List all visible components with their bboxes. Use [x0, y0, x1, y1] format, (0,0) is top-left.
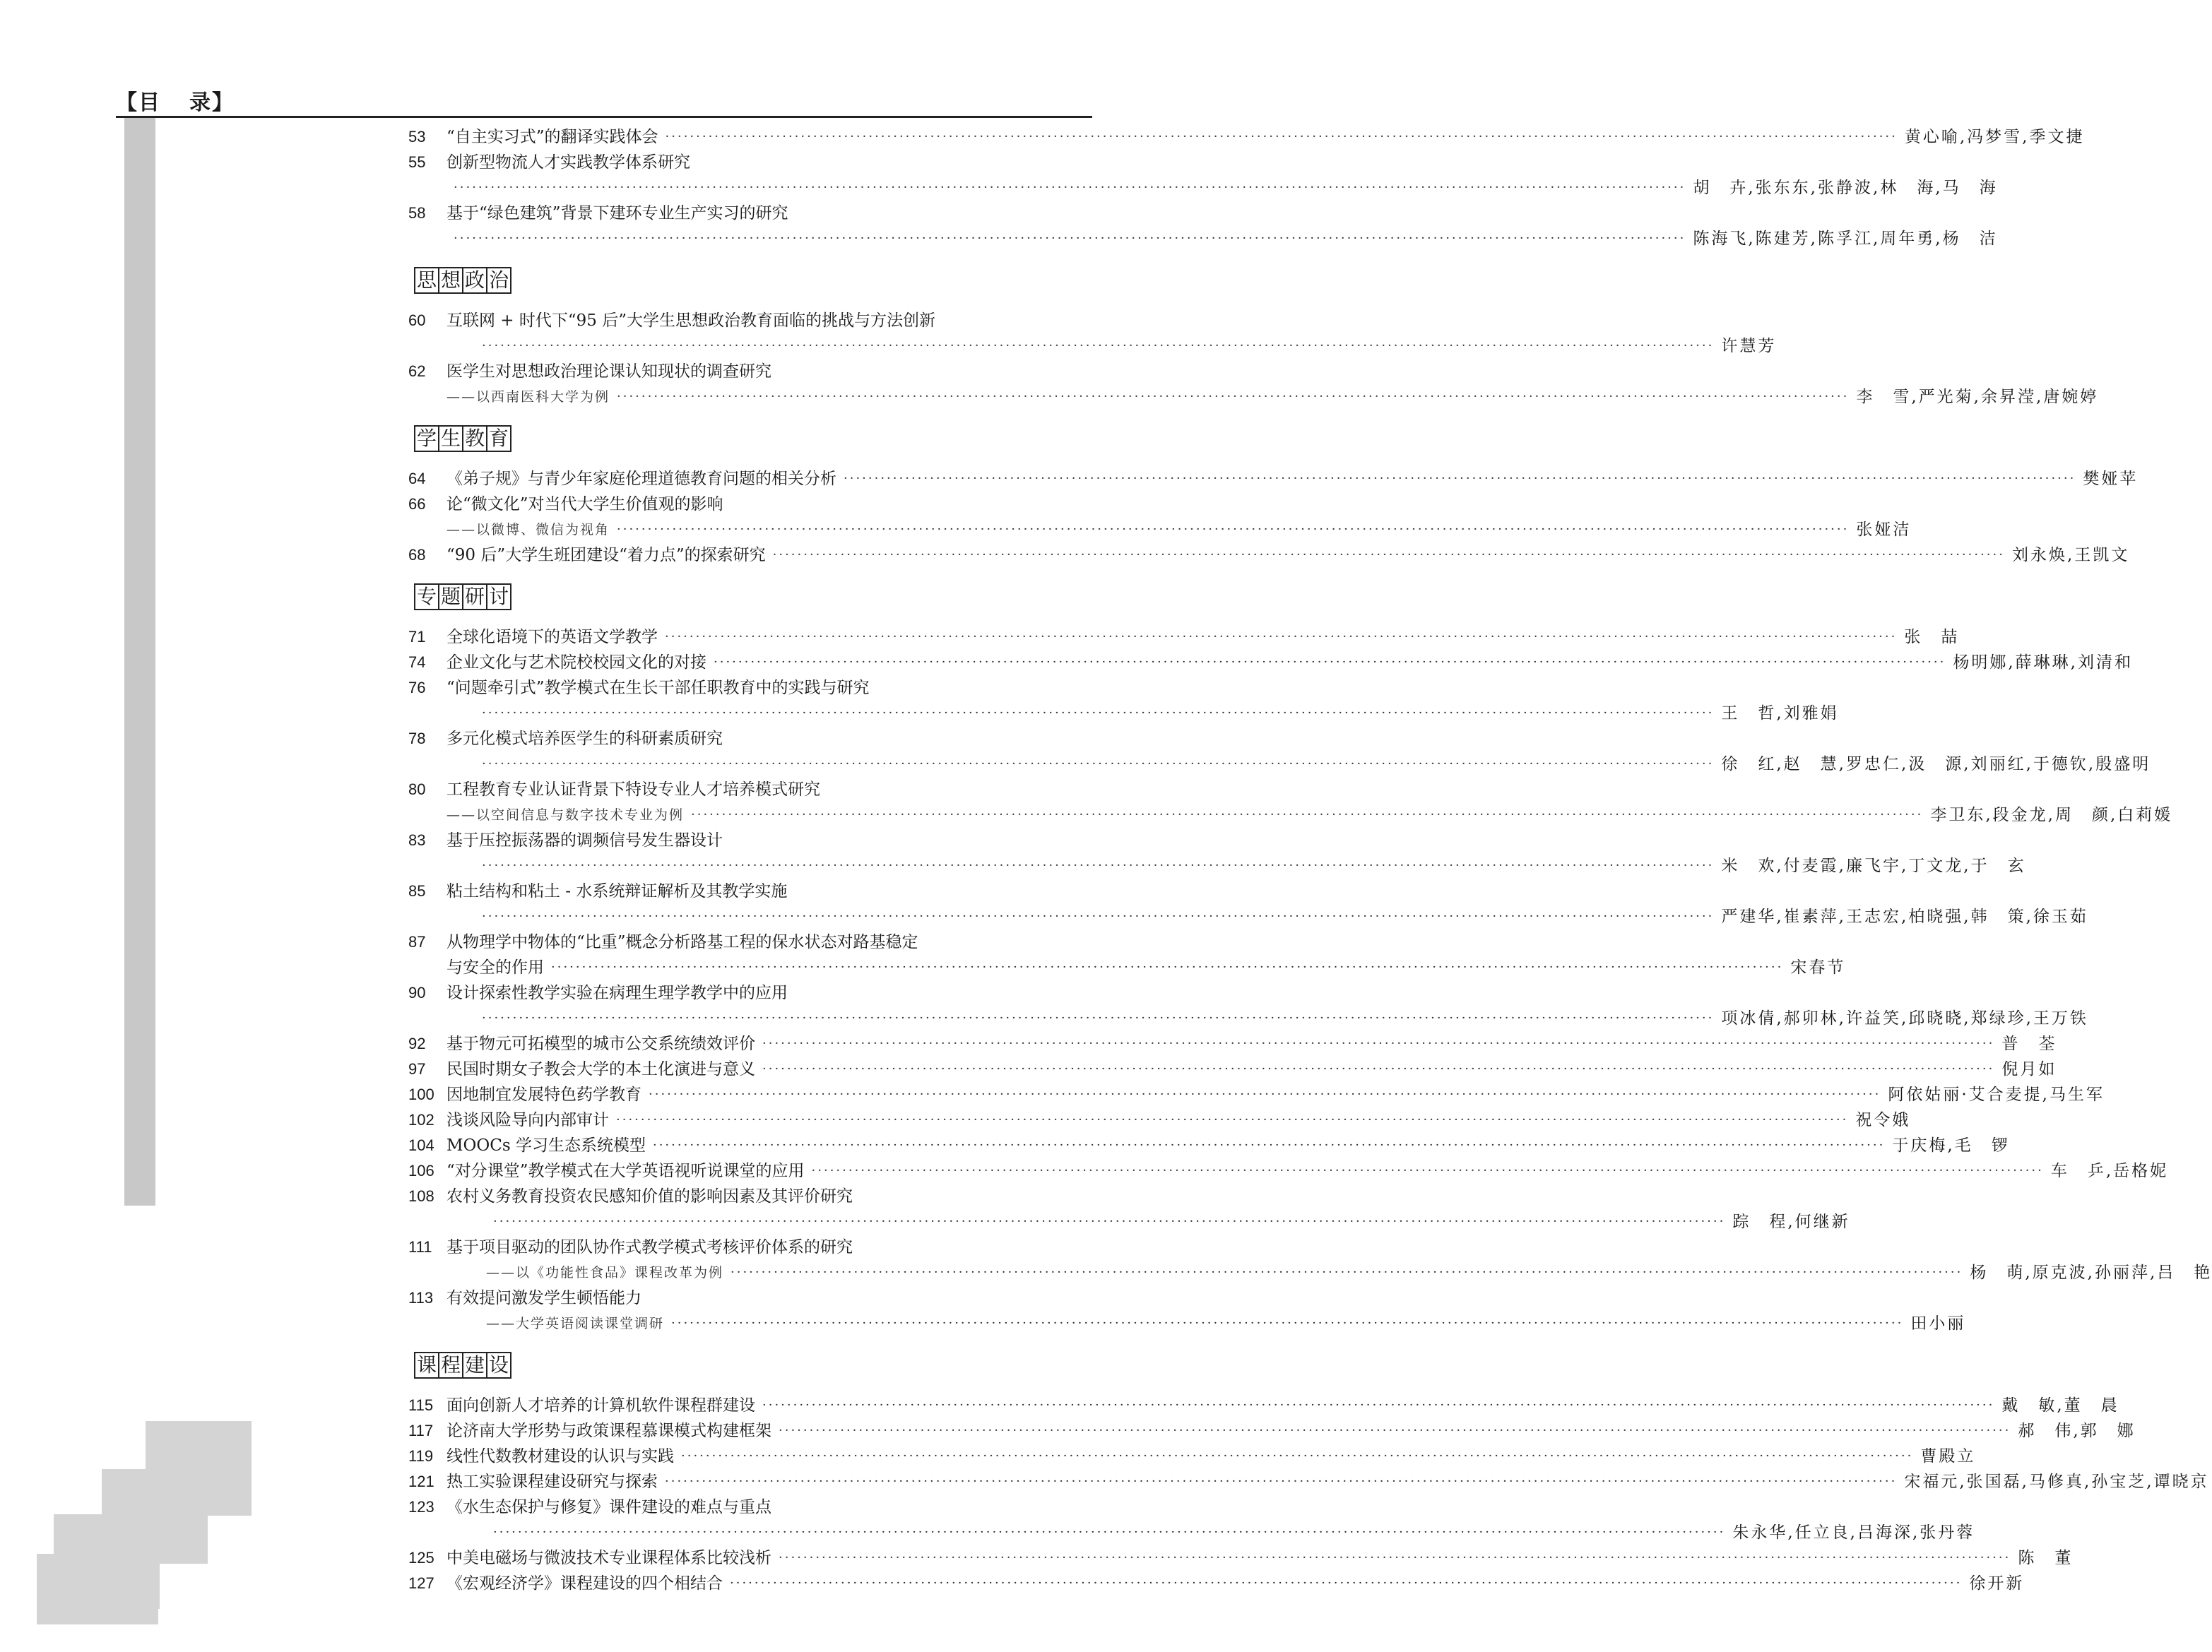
- leader-dots: ········································································································································································································: [482, 1011, 1715, 1026]
- toc-entry: [408, 1444, 1976, 1469]
- entry-authors: 樊娅苹: [2083, 470, 2139, 488]
- entry-authors: 刘永焕,王凯文: [2011, 546, 2130, 564]
- entry-title-line: [446, 150, 1092, 175]
- toc-entry-continuation: [408, 1520, 1975, 1545]
- entry-authors: 严建华,崔素萍,王志宏,柏晓强,韩 策,徐玉茹: [1721, 908, 2088, 926]
- leader-dots: ········································································································································································································: [811, 1163, 2044, 1178]
- section-heading-char: 讨: [486, 583, 511, 610]
- page-number: 111: [408, 1238, 432, 1256]
- side-bar: [124, 118, 155, 1206]
- entry-title-cont: 与安全的作用: [446, 958, 544, 977]
- toc-entry: [408, 879, 1092, 904]
- page-number: 106: [408, 1162, 434, 1179]
- entry-second-line: [486, 1311, 1966, 1336]
- section-heading-box: [414, 583, 510, 610]
- toc-entry-continuation: [408, 175, 1998, 201]
- page-number: 100: [408, 1086, 434, 1103]
- toc-entry-continuation: [408, 751, 2151, 777]
- page-number: 90: [408, 984, 426, 1002]
- page-number: 119: [408, 1447, 434, 1465]
- toc-entry-continuation: [408, 1311, 1966, 1336]
- entry-title-line: [446, 1444, 1976, 1469]
- entry-title: 因地制宜发展特色药学教育: [446, 1086, 641, 1104]
- entry-authors: 于庆梅,毛 锣: [1892, 1136, 2010, 1155]
- entry-subtitle: ——以西南医科大学为例: [446, 389, 610, 405]
- page-number: 113: [408, 1289, 434, 1307]
- leader-dots: ········································································································································································································: [779, 1423, 2011, 1438]
- entry-second-line: [475, 904, 2088, 929]
- section-heading-box: [414, 267, 510, 294]
- entry-authors: 张 喆: [1904, 628, 1960, 646]
- page-number: 76: [408, 679, 426, 696]
- section-heading-char: 思: [414, 267, 439, 294]
- toc-entry-continuation: [408, 517, 1912, 542]
- page-number: 117: [408, 1422, 434, 1439]
- page-number: 104: [408, 1136, 434, 1154]
- entry-title-line: [446, 124, 2085, 150]
- entry-second-line: [475, 333, 1777, 359]
- page-number: 87: [408, 933, 426, 951]
- entry-title: 设计探索性教学实验在病理生理学教学中的应用: [446, 984, 788, 1002]
- page-number: 108: [408, 1187, 434, 1205]
- toc-entry-continuation: [408, 955, 1846, 980]
- entry-authors: 陈 董: [2018, 1549, 2074, 1567]
- entry-title: 《弟子规》与青少年家庭伦理道德教育问题的相关分析: [446, 470, 836, 488]
- page-number: 123: [408, 1498, 434, 1516]
- toc-entry: [408, 201, 1092, 226]
- entry-authors: 宋春节: [1790, 958, 1846, 977]
- section-heading-char: 学: [414, 425, 439, 452]
- page-number: 62: [408, 362, 426, 380]
- entry-authors: 阿依姑丽·艾合麦提,马生军: [1888, 1086, 2105, 1104]
- entry-title: 热工实验课程建设研究与探索: [446, 1473, 658, 1491]
- entry-title: 创新型物流人才实践教学体系研究: [446, 153, 690, 172]
- toc-entry: [408, 828, 1092, 853]
- entry-authors: 胡 卉,张东东,张静波,林 海,马 海: [1693, 179, 1998, 197]
- entry-title-line: [446, 1107, 1911, 1133]
- entry-title-line: [446, 201, 1092, 226]
- entry-authors: 杨 萌,原克波,孙丽萍,吕 艳: [1970, 1264, 2212, 1282]
- entry-authors: 朱永华,任立良,吕海深,张丹蓉: [1732, 1523, 1975, 1542]
- entry-title-line: [446, 542, 2130, 568]
- entry-subtitle: ——以微博、微信为视角: [446, 522, 610, 537]
- entry-authors: 杨明娜,薛琳琳,刘清和: [1953, 653, 2133, 672]
- entry-title-line: [446, 1393, 2119, 1418]
- entry-title-line: [446, 929, 1092, 955]
- section-heading-box: [414, 425, 510, 452]
- entry-title: 粘土结构和粘土 - 水系统辩证解析及其教学实施: [446, 882, 788, 901]
- entry-title: 论济南大学形势与政策课程慕课模式构建框架: [446, 1422, 771, 1440]
- page-number: 53: [408, 128, 426, 145]
- entry-title: 医学生对思想政治理论课认知现状的调查研究: [446, 362, 771, 381]
- entry-title: “对分课堂”教学模式在大学英语视听说课堂的应用: [446, 1162, 805, 1180]
- entry-authors: 田小丽: [1910, 1314, 1966, 1333]
- page-number: 127: [408, 1574, 434, 1592]
- entry-title-line: [446, 1082, 2105, 1107]
- entry-title-line: [446, 466, 2139, 492]
- entry-title: “问题牵引式”教学模式在生长干部任职教育中的实践与研究: [446, 679, 870, 697]
- leader-dots: ········································································································································································································: [454, 180, 1686, 195]
- toc-entry: [408, 1494, 1092, 1520]
- page-number: 102: [408, 1111, 434, 1129]
- leader-dots: ········································································································································································································: [665, 129, 1898, 144]
- section-heading-char: 生: [438, 425, 463, 452]
- leader-dots: ········································································································································································································: [617, 389, 1850, 404]
- entry-second-line: [475, 853, 2026, 879]
- leader-dots: ········································································································································································································: [616, 1112, 1849, 1127]
- entry-subtitle: ——大学英语阅读课堂调研: [486, 1316, 665, 1331]
- entry-authors: 许慧芳: [1721, 337, 1777, 355]
- leader-dots: ········································································································································································································: [482, 756, 1715, 771]
- page-number: 121: [408, 1473, 434, 1490]
- leader-dots: ········································································································································································································: [772, 547, 2005, 562]
- entry-title-line: [446, 1031, 2057, 1057]
- entry-second-line: [446, 175, 1998, 201]
- entry-title-line: [446, 1469, 2209, 1494]
- toc-entry: [408, 1184, 1092, 1209]
- entry-authors: 项冰倩,郝卯林,许益笑,邱晓晓,郑绿珍,王万铁: [1721, 1009, 2088, 1028]
- toc-entry: [408, 650, 2133, 675]
- section-heading: [408, 568, 1092, 624]
- entry-title: 从物理学中物体的“比重”概念分析路基工程的保水状态对路基稳定: [446, 933, 918, 951]
- leader-dots: ········································································································································································································: [482, 909, 1715, 924]
- leader-dots: ········································································································································································································: [617, 522, 1850, 537]
- entry-authors: 张娅洁: [1856, 521, 1912, 539]
- entry-authors: 车 乒,岳格妮: [2050, 1162, 2169, 1180]
- leader-dots: ········································································································································································································: [493, 1214, 1726, 1229]
- entry-title: 线性代数教材建设的认识与实践: [446, 1447, 674, 1466]
- toc-entry: [408, 308, 1092, 333]
- entry-title-line: [446, 777, 1092, 802]
- leader-dots: ········································································································································································································: [671, 1316, 1904, 1331]
- toc-entry-continuation: [408, 1260, 2212, 1285]
- section-heading-char: 课: [414, 1352, 439, 1379]
- entry-title-line: [446, 980, 1092, 1006]
- entry-title: “自主实习式”的翻译实践体会: [446, 128, 658, 146]
- header-rule: [116, 116, 1092, 118]
- page-number: 74: [408, 653, 426, 671]
- section-heading-char: 育: [486, 425, 511, 452]
- entry-second-line: [446, 226, 1998, 251]
- page-number: 68: [408, 546, 426, 564]
- section-heading-char: 研: [462, 583, 487, 610]
- toc-entry: [408, 675, 1092, 701]
- entry-title-line: [446, 359, 1092, 384]
- entry-title: 浅谈风险导向内部审计: [446, 1111, 609, 1129]
- entry-second-line: [486, 1260, 2212, 1285]
- leader-dots: ········································································································································································································: [482, 338, 1715, 353]
- entry-title-line: [446, 1235, 1092, 1260]
- toc-entry: [408, 466, 2139, 492]
- entry-title-line: [446, 1545, 2074, 1571]
- toc-entry-continuation: [408, 384, 2099, 410]
- toc-entry: [408, 1158, 2169, 1184]
- toc-entry: [408, 624, 1960, 650]
- header-left: 【目: [116, 90, 161, 115]
- leader-dots: ········································································································································································································: [691, 807, 1924, 822]
- page-number: 115: [408, 1396, 434, 1414]
- entry-second-line: [446, 517, 1912, 542]
- entry-second-line: [475, 701, 1839, 726]
- leader-dots: ········································································································································································································: [493, 1525, 1726, 1540]
- entry-title-line: [446, 492, 1092, 517]
- entry-title: 互联网 + 时代下“95 后”大学生思想政治教育面临的挑战与方法创新: [446, 311, 935, 330]
- entry-authors: 倪月如: [2001, 1060, 2057, 1078]
- toc-entry: [408, 1133, 2010, 1158]
- entry-title: 工程教育专业认证背景下特设专业人才培养模式研究: [446, 780, 820, 799]
- toc-entry: [408, 777, 1092, 802]
- page-number: 92: [408, 1035, 426, 1052]
- entry-authors: 李 雪,严光菊,余昇滢,唐婉婷: [1856, 388, 2099, 406]
- page-number: 78: [408, 730, 426, 747]
- toc-entry-continuation: [408, 701, 1839, 726]
- entry-authors: 宋福元,张国磊,马修真,孙宝芝,谭晓京: [1904, 1473, 2209, 1491]
- toc-entry-continuation: [408, 904, 2088, 929]
- toc-entry: [408, 929, 1092, 955]
- leader-dots: ········································································································································································································: [681, 1449, 1914, 1463]
- section-heading-char: 政: [462, 267, 487, 294]
- entry-second-line: [446, 955, 1846, 980]
- entry-title: 论“微文化”对当代大学生价值观的影响: [446, 495, 723, 513]
- leader-dots: ········································································································································································································: [551, 960, 1784, 975]
- toc-entry: [408, 1082, 2105, 1107]
- leader-dots: ········································································································································································································: [762, 1062, 1995, 1076]
- leader-dots: ········································································································································································································: [844, 471, 2076, 486]
- entry-title-line: [446, 308, 1092, 333]
- page-number: 80: [408, 780, 426, 798]
- entry-title: 中美电磁场与微波技术专业课程体系比较浅析: [446, 1549, 771, 1567]
- entry-title-line: [446, 1285, 1092, 1311]
- entry-title-line: [446, 1133, 2010, 1158]
- entry-authors: 李卫东,段金龙,周 颜,白莉媛: [1930, 806, 2173, 824]
- section-heading-box: [414, 1352, 510, 1379]
- entry-title-line: [446, 726, 1092, 751]
- toc-entry: [408, 1235, 1092, 1260]
- toc-entry: [408, 980, 1092, 1006]
- toc-entry: [408, 1418, 2136, 1444]
- toc-entry: [408, 1545, 2074, 1571]
- entry-authors: 祝令娥: [1855, 1111, 1911, 1129]
- entry-second-line: [475, 751, 2151, 777]
- entry-title-line: [446, 1158, 2169, 1184]
- toc-entry: [408, 1393, 2119, 1418]
- entry-second-line: [486, 1209, 1850, 1235]
- page-number: 55: [408, 153, 426, 171]
- toc-entry: [408, 1031, 2057, 1057]
- table-of-contents: [408, 124, 2212, 1596]
- section-heading: [408, 410, 1092, 466]
- toc-entry-continuation: [408, 226, 1998, 251]
- leader-dots: ········································································································································································································: [762, 1398, 1995, 1413]
- toc-entry: [408, 726, 1092, 751]
- entry-subtitle: ——以空间信息与数字技术专业为例: [446, 807, 685, 823]
- toc-entry: [408, 359, 1092, 384]
- entry-title: 企业文化与艺术院校校园文化的对接: [446, 653, 706, 672]
- leader-dots: ········································································································································································································: [762, 1036, 1995, 1051]
- toc-entry-continuation: [408, 1209, 1850, 1235]
- section-heading-char: 程: [438, 1352, 463, 1379]
- entry-authors: 黄心喻,冯梦雪,季文捷: [1904, 128, 2085, 146]
- leader-dots: ········································································································································································································: [779, 1550, 2011, 1565]
- entry-title: 全球化语境下的英语文学教学: [446, 628, 658, 646]
- toc-entry: [408, 1057, 2057, 1082]
- toc-header: [116, 90, 235, 116]
- entry-authors: 陈海飞,陈建芳,陈孚江,周年勇,杨 洁: [1693, 230, 1998, 248]
- page-number: 66: [408, 495, 426, 513]
- entry-title: 有效提问激发学生顿悟能力: [446, 1289, 641, 1307]
- header-right: 录】: [189, 90, 235, 115]
- toc-entry-continuation: [408, 853, 2026, 879]
- section-heading-char: 建: [462, 1352, 487, 1379]
- entry-title: 多元化模式培养医学生的科研素质研究: [446, 730, 723, 748]
- leader-dots: ········································································································································································································: [665, 1474, 1898, 1489]
- entry-title-line: [446, 675, 1092, 701]
- entry-second-line: [486, 1520, 1975, 1545]
- entry-authors: 踪 程,何继新: [1732, 1213, 1850, 1231]
- entry-title-line: [446, 1418, 2136, 1444]
- toc-entry: [408, 1107, 1911, 1133]
- section-heading-char: 想: [438, 267, 463, 294]
- entry-second-line: [446, 802, 2173, 828]
- entry-title: 基于物元可拓模型的城市公交系统绩效评价: [446, 1035, 755, 1053]
- leader-dots: ········································································································································································································: [482, 706, 1715, 720]
- entry-title: 面向创新人才培养的计算机软件课程群建设: [446, 1396, 755, 1415]
- entry-title: 基于压控振荡器的调频信号发生器设计: [446, 831, 723, 850]
- entry-authors: 王 哲,刘雅娟: [1721, 704, 1839, 723]
- section-heading: [408, 251, 1092, 308]
- page-number: 60: [408, 311, 426, 329]
- entry-title-line: [446, 650, 2133, 675]
- entry-title: 民国时期女子教会大学的本土化演进与意义: [446, 1060, 755, 1078]
- entry-authors: 普 荃: [2001, 1035, 2057, 1053]
- section-heading-char: 教: [462, 425, 487, 452]
- page-number: 85: [408, 882, 426, 900]
- leader-dots: ········································································································································································································: [714, 655, 1946, 670]
- entry-authors: 徐开新: [1969, 1574, 2025, 1593]
- entry-subtitle: ——以《功能性食品》课程改革为例: [486, 1265, 724, 1280]
- entry-title-line: [446, 1184, 1092, 1209]
- entry-title: “90 后”大学生班团建设“着力点”的探索研究: [446, 546, 766, 564]
- entry-title-line: [446, 624, 1960, 650]
- entry-authors: 米 欢,付麦霞,廉飞宇,丁文龙,于 玄: [1721, 857, 2026, 875]
- entry-second-line: [446, 384, 2099, 410]
- entry-second-line: [475, 1006, 2088, 1031]
- page-number: 71: [408, 628, 426, 646]
- toc-entry-continuation: [408, 333, 1777, 359]
- entry-title-line: [446, 1494, 1092, 1520]
- leader-dots: ········································································································································································································: [482, 858, 1715, 873]
- toc-entry-continuation: [408, 802, 2173, 828]
- section-heading-char: 治: [486, 267, 511, 294]
- entry-authors: 郝 伟,郭 娜: [2018, 1422, 2136, 1440]
- leader-dots: ········································································································································································································: [454, 231, 1686, 246]
- toc-entry: [408, 1571, 2025, 1596]
- entry-title: 基于项目驱动的团队协作式教学模式考核评价体系的研究: [446, 1238, 853, 1256]
- entry-title-line: [446, 879, 1092, 904]
- section-heading-char: 设: [486, 1352, 511, 1379]
- page-number: 97: [408, 1060, 426, 1078]
- page-number: 64: [408, 470, 426, 487]
- toc-entry: [408, 124, 2085, 150]
- page-number: 58: [408, 204, 426, 222]
- entry-authors: 徐 红,赵 慧,罗忠仁,汲 源,刘丽红,于德钦,殷盛明: [1721, 755, 2151, 773]
- entry-title: 基于“绿色建筑”背景下建环专业生产实习的研究: [446, 204, 788, 222]
- leader-dots: ········································································································································································································: [665, 629, 1898, 644]
- entry-title: 《水生态保护与修复》课件建设的难点与重点: [446, 1498, 771, 1516]
- entry-title: 《宏观经济学》课程建设的四个相结合: [446, 1574, 723, 1593]
- toc-entry: [408, 1285, 1092, 1311]
- leader-dots: ········································································································································································································: [730, 1576, 1963, 1591]
- toc-entry: [408, 492, 1092, 517]
- page-number: 125: [408, 1549, 434, 1567]
- leader-dots: ········································································································································································································: [731, 1265, 1963, 1280]
- leader-dots: ········································································································································································································: [649, 1087, 1881, 1102]
- entry-authors: 曹殿立: [1920, 1447, 1976, 1466]
- entry-title-line: [446, 1571, 2025, 1596]
- entry-title-line: [446, 828, 1092, 853]
- entry-title-line: [446, 1057, 2057, 1082]
- section-heading-char: 专: [414, 583, 439, 610]
- page-number: 83: [408, 831, 426, 849]
- section-heading: [408, 1336, 1092, 1393]
- entry-authors: 戴 敏,董 晨: [2001, 1396, 2119, 1415]
- toc-entry: [408, 542, 2130, 568]
- toc-entry: [408, 150, 1092, 175]
- entry-title: MOOCs 学习生态系统模型: [446, 1136, 646, 1155]
- toc-entry-continuation: [408, 1006, 2088, 1031]
- section-heading-char: 题: [438, 583, 463, 610]
- entry-title: 农村义务教育投资农民感知价值的影响因素及其评价研究: [446, 1187, 853, 1206]
- leader-dots: ········································································································································································································: [652, 1138, 1886, 1153]
- toc-entry: [408, 1469, 2209, 1494]
